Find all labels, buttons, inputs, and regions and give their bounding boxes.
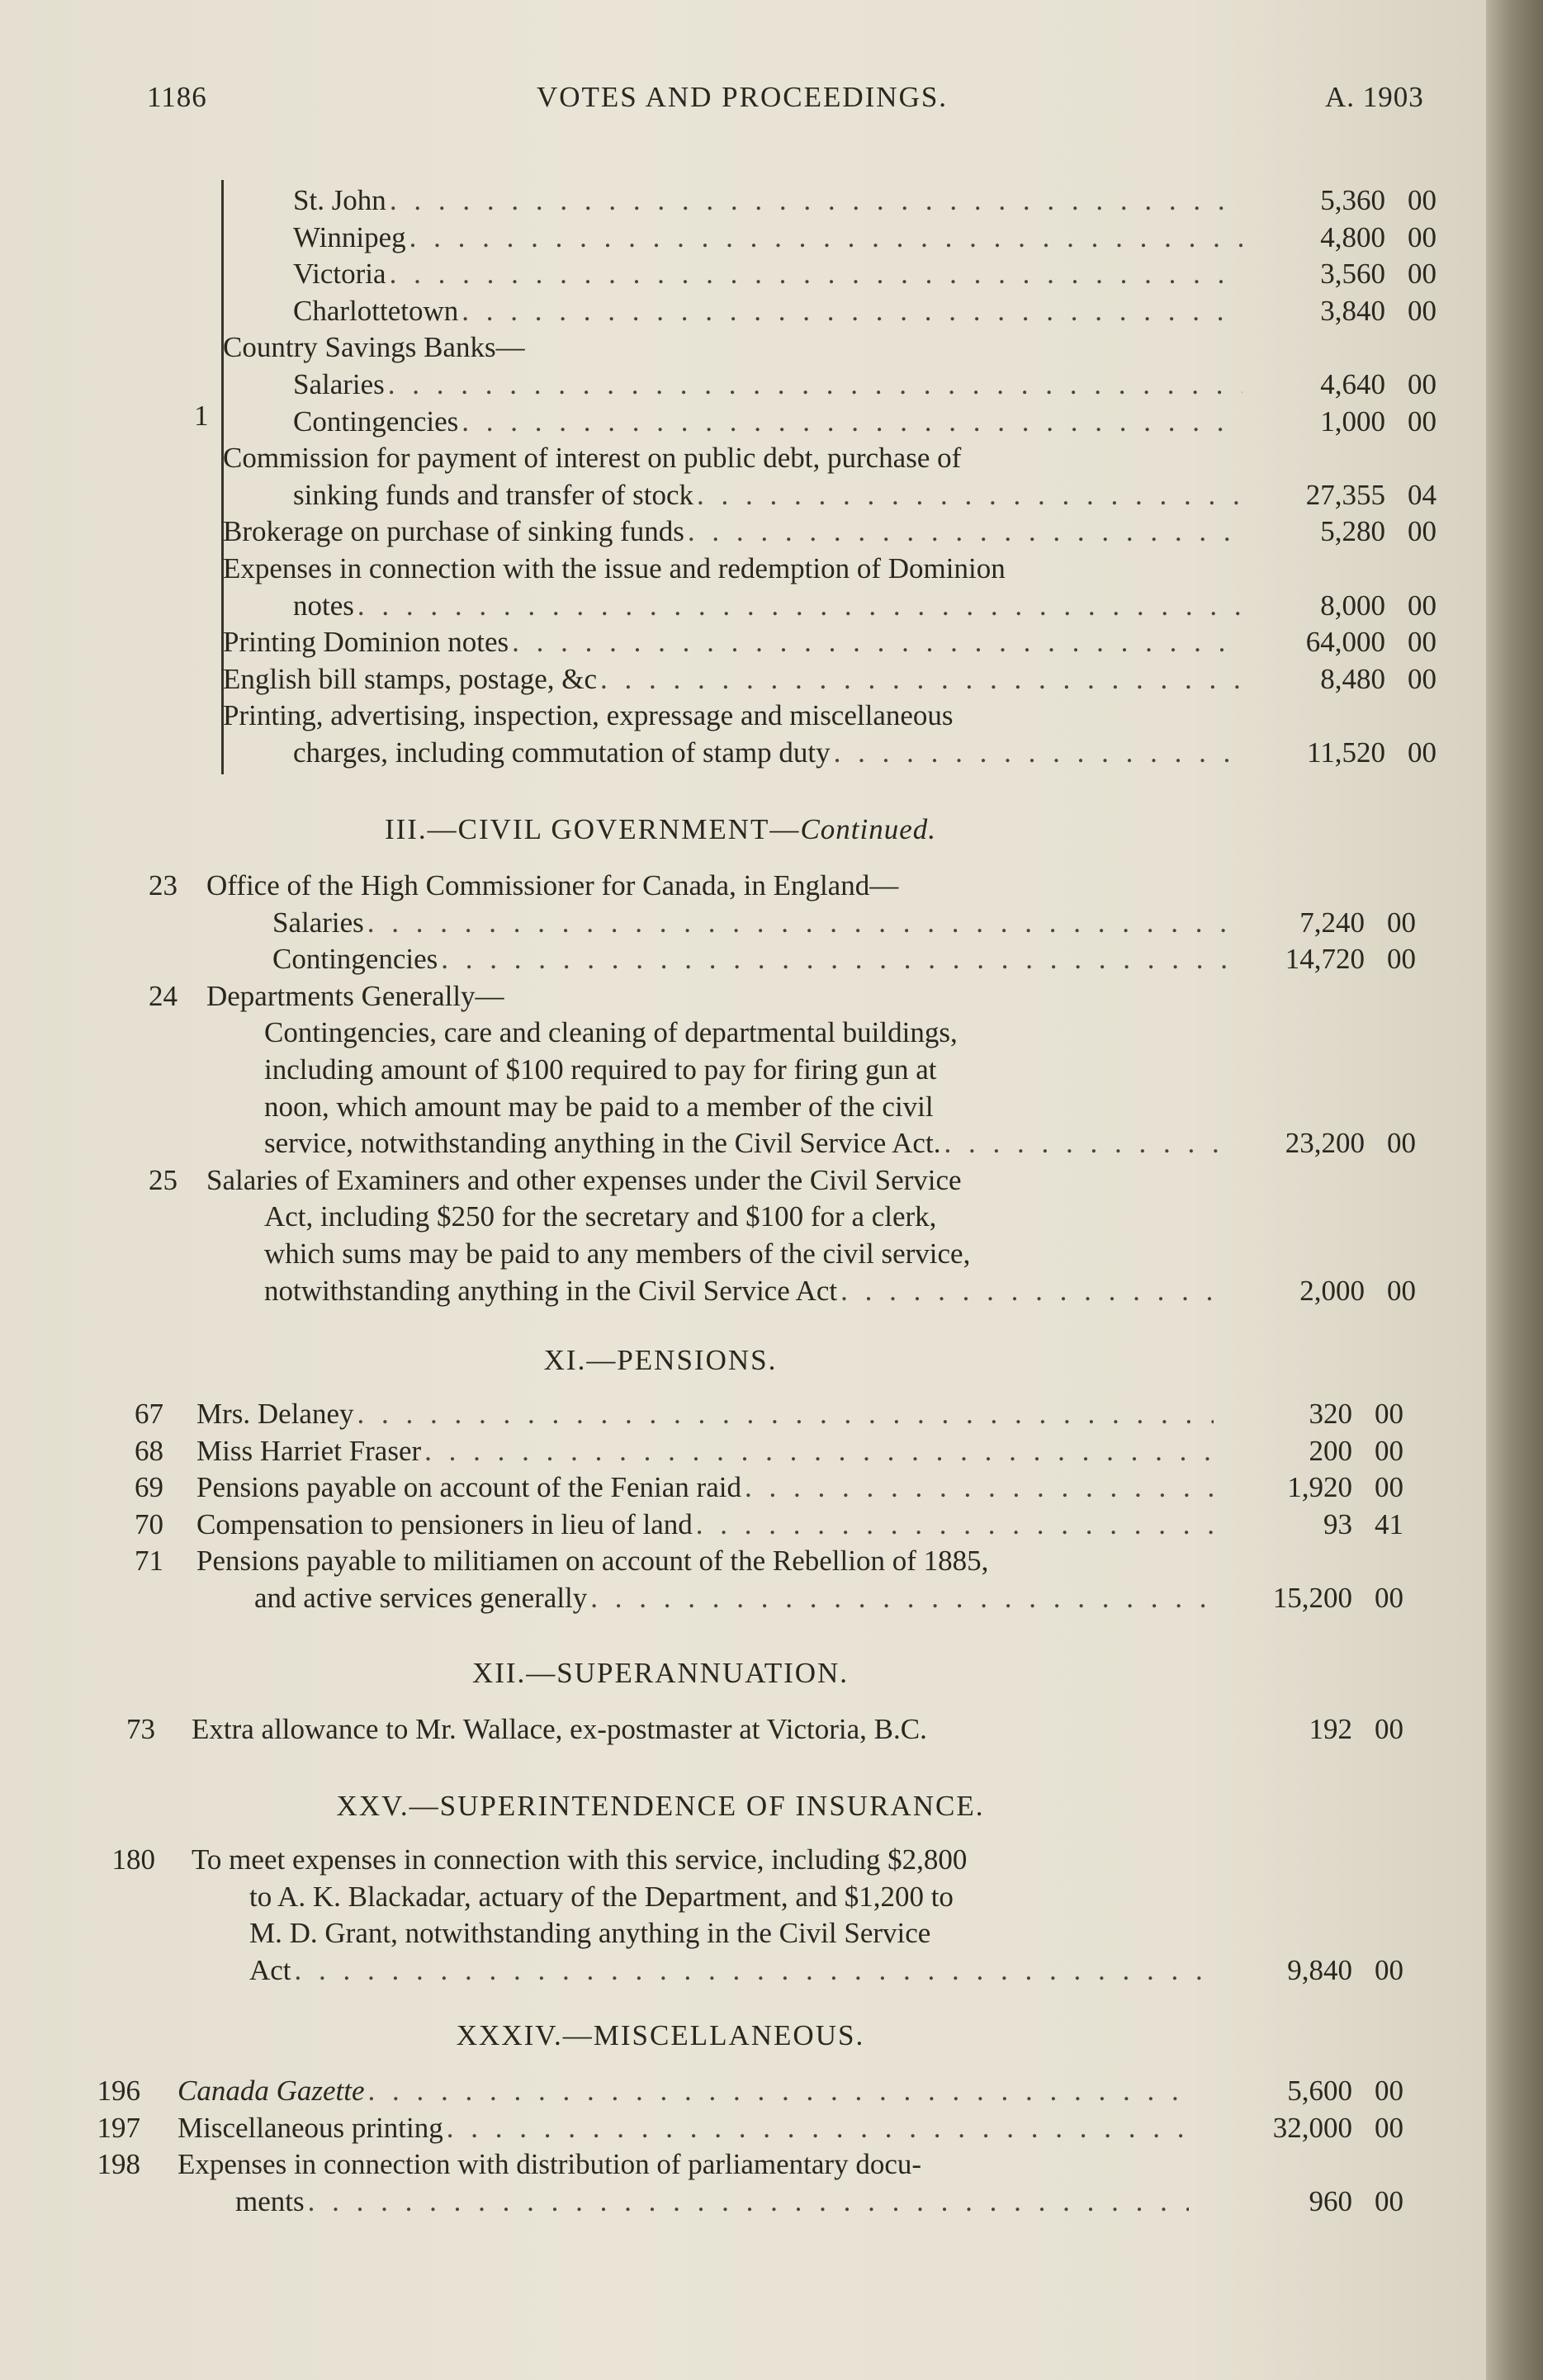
page-title: VOTES AND PROCEEDINGS. bbox=[537, 81, 949, 113]
amount-cents: 00 bbox=[1387, 943, 1416, 976]
item-label: Pensions payable on account of the Fenian raid bbox=[196, 1471, 741, 1504]
item-amount bbox=[1189, 2109, 1403, 2147]
amount-cents: 00 bbox=[1375, 1434, 1403, 1467]
item-amount bbox=[1189, 1432, 1403, 1470]
item-label: Printing, advertising, inspection, expressage and miscellaneous bbox=[223, 699, 954, 732]
item-amount bbox=[1201, 1124, 1416, 1162]
item-label: Contingencies bbox=[272, 943, 438, 976]
amount-cents: 00 bbox=[1387, 1274, 1416, 1307]
amount-cents: 00 bbox=[1408, 515, 1437, 548]
amount-cents: 00 bbox=[1375, 1398, 1403, 1430]
amount-dollars: 200 bbox=[1309, 1434, 1352, 1467]
item-amount bbox=[1189, 1469, 1403, 1507]
leader-dots bbox=[597, 660, 1242, 698]
line-item-row bbox=[0, 2072, 1486, 2110]
amount-cents: 00 bbox=[1408, 368, 1437, 400]
item-label: including amount of $100 required to pay for firing gun at bbox=[264, 1053, 937, 1086]
line-item-row bbox=[0, 1542, 1486, 1580]
line-item-row bbox=[0, 1878, 1486, 1916]
item-number: 197 bbox=[97, 2111, 140, 2144]
line-item-row bbox=[0, 734, 1486, 772]
amount-cents: 00 bbox=[1408, 589, 1437, 622]
line-item-row bbox=[0, 1272, 1486, 1310]
item-label: Contingencies bbox=[293, 405, 459, 438]
line-item-row bbox=[0, 1162, 1486, 1199]
leader-dots bbox=[305, 2183, 1189, 2221]
item-number: 196 bbox=[97, 2075, 140, 2107]
amount-cents: 00 bbox=[1408, 662, 1437, 695]
item-amount bbox=[1222, 476, 1437, 514]
line-item-row bbox=[0, 439, 1486, 477]
item-number: 68 bbox=[135, 1434, 163, 1467]
amount-dollars: 11,520 bbox=[1307, 736, 1385, 769]
line-item-row bbox=[0, 550, 1486, 588]
line-item-row bbox=[0, 1710, 1486, 1748]
item-number: 198 bbox=[97, 2148, 140, 2181]
amount-cents: 00 bbox=[1375, 1713, 1403, 1745]
line-item-row bbox=[0, 255, 1486, 293]
leader-dots bbox=[421, 1432, 1214, 1470]
amount-cents: 00 bbox=[1408, 294, 1437, 327]
line-item-row bbox=[0, 1124, 1486, 1162]
leader-dots bbox=[693, 476, 1242, 514]
line-item-row bbox=[0, 623, 1486, 661]
item-number: 180 bbox=[111, 1843, 155, 1876]
item-amount bbox=[1222, 513, 1437, 551]
amount-dollars: 32,000 bbox=[1272, 2111, 1352, 2144]
leader-dots bbox=[837, 1272, 1230, 1310]
item-label: and active services generally bbox=[254, 1582, 588, 1614]
item-amount bbox=[1222, 403, 1437, 441]
amount-dollars: 27,355 bbox=[1305, 478, 1385, 511]
line-item-row bbox=[0, 1432, 1486, 1470]
item-label: Victoria bbox=[293, 258, 386, 291]
item-amount bbox=[1201, 1272, 1416, 1310]
line-item-row bbox=[0, 2146, 1486, 2184]
item-label: Extra allowance to Mr. Wallace, ex-postmaster at Victoria, B.C. bbox=[192, 1713, 927, 1745]
amount-dollars: 7,240 bbox=[1299, 906, 1365, 939]
line-item-row bbox=[0, 182, 1486, 220]
line-item-row bbox=[0, 1014, 1486, 1052]
amount-cents: 04 bbox=[1408, 478, 1437, 511]
item-label: which sums may be paid to any members of the civil service, bbox=[264, 1237, 971, 1270]
amount-dollars: 5,360 bbox=[1320, 184, 1385, 216]
leader-dots bbox=[509, 623, 1242, 661]
item-amount bbox=[1222, 219, 1437, 257]
item-amount bbox=[1189, 1952, 1403, 1990]
item-label: notwithstanding anything in the Civil Service Act bbox=[264, 1274, 838, 1307]
item-amount bbox=[1222, 587, 1437, 625]
item-amount bbox=[1222, 660, 1437, 698]
line-item-row bbox=[0, 513, 1486, 551]
leader-dots bbox=[438, 940, 1230, 978]
item-label: sinking funds and transfer of stock bbox=[293, 478, 694, 511]
leader-dots bbox=[291, 1952, 1205, 1990]
item-number: 73 bbox=[126, 1713, 155, 1745]
page-number: 1186 bbox=[147, 81, 207, 113]
item-label: Act bbox=[249, 1953, 291, 1986]
line-item-row bbox=[0, 1051, 1486, 1089]
book-spine bbox=[1486, 0, 1543, 2380]
amount-dollars: 4,800 bbox=[1320, 220, 1385, 253]
item-label: Mrs. Delaney bbox=[196, 1398, 354, 1430]
leader-dots bbox=[385, 366, 1242, 404]
item-number: 70 bbox=[135, 1507, 163, 1540]
item-amount bbox=[1201, 904, 1416, 942]
line-item-row bbox=[0, 329, 1486, 367]
amount-cents: 00 bbox=[1375, 1953, 1403, 1986]
item-label: Contingencies, care and cleaning of departmental buildings, bbox=[264, 1016, 958, 1049]
line-item-row bbox=[0, 1952, 1486, 1990]
amount-dollars: 14,720 bbox=[1285, 943, 1365, 976]
item-label: noon, which amount may be paid to a member of the civil bbox=[264, 1090, 934, 1123]
amount-dollars: 23,200 bbox=[1285, 1127, 1365, 1160]
line-item-row bbox=[0, 904, 1486, 942]
item-number: 24 bbox=[149, 979, 177, 1012]
item-label: Country Savings Banks— bbox=[223, 331, 525, 364]
line-item-row bbox=[0, 476, 1486, 514]
amount-dollars: 5,600 bbox=[1287, 2075, 1352, 2107]
line-item-row bbox=[0, 697, 1486, 735]
line-item-row bbox=[0, 1198, 1486, 1236]
item-label: Pensions payable to militiamen on account of the Rebellion of 1885, bbox=[196, 1545, 989, 1578]
amount-dollars: 2,000 bbox=[1299, 1274, 1365, 1307]
line-item-row bbox=[0, 660, 1486, 698]
leader-dots bbox=[831, 734, 1242, 772]
section-heading-pensions: XI.—PENSIONS. bbox=[543, 1344, 778, 1376]
item-label: Salaries of Examiners and other expenses under the Civil Service bbox=[206, 1163, 962, 1196]
amount-cents: 00 bbox=[1408, 736, 1437, 769]
item-label: to A. K. Blackadar, actuary of the Department, and $1,200 to bbox=[249, 1880, 954, 1913]
item-number: 69 bbox=[135, 1471, 163, 1504]
amount-cents: 00 bbox=[1375, 1582, 1403, 1614]
item-label: Office of the High Commissioner for Canada, in England— bbox=[206, 869, 899, 901]
leader-dots bbox=[386, 182, 1242, 220]
item-label: Canada Gazette bbox=[177, 2075, 365, 2107]
amount-dollars: 9,840 bbox=[1287, 1953, 1352, 1986]
leader-dots bbox=[365, 2072, 1189, 2110]
amount-cents: 00 bbox=[1375, 1471, 1403, 1504]
amount-cents: 00 bbox=[1387, 1127, 1416, 1160]
item-label: Salaries bbox=[272, 906, 364, 939]
line-item-row bbox=[0, 1469, 1486, 1507]
amount-cents: 00 bbox=[1375, 2075, 1403, 2107]
line-item-row bbox=[0, 292, 1486, 330]
item-amount bbox=[1222, 623, 1437, 661]
item-label: M. D. Grant, notwithstanding anything in the Civil Service bbox=[249, 1917, 931, 1950]
line-item-row bbox=[0, 1841, 1486, 1879]
item-label: notes bbox=[293, 589, 354, 622]
item-label: St. John bbox=[293, 184, 386, 216]
item-amount bbox=[1222, 255, 1437, 293]
leader-dots bbox=[364, 904, 1230, 942]
item-label: Commission for payment of interest on public debt, purchase of bbox=[223, 442, 962, 475]
item-label: service, notwithstanding anything in the Civil Service Act. bbox=[264, 1127, 941, 1160]
line-item-row bbox=[0, 1579, 1486, 1617]
leader-dots bbox=[406, 219, 1242, 257]
item-number: 23 bbox=[149, 869, 177, 901]
amount-dollars: 15,200 bbox=[1272, 1582, 1352, 1614]
line-item-row bbox=[0, 587, 1486, 625]
amount-dollars: 192 bbox=[1309, 1713, 1352, 1745]
amount-cents: 00 bbox=[1408, 184, 1437, 216]
section-heading-miscellaneous: XXXIV.—MISCELLANEOUS. bbox=[456, 2019, 865, 2051]
amount-dollars: 3,560 bbox=[1320, 258, 1385, 291]
line-item-row bbox=[0, 2183, 1486, 2221]
item-label: Charlottetown bbox=[293, 294, 459, 327]
section-heading-civil-government: III.—CIVIL GOVERNMENT—Continued. bbox=[384, 813, 937, 845]
line-item-row bbox=[0, 219, 1486, 257]
item-amount bbox=[1189, 1506, 1403, 1544]
item-number: 67 bbox=[135, 1398, 163, 1430]
item-label: charges, including commutation of stamp duty bbox=[293, 736, 831, 769]
amount-cents: 00 bbox=[1408, 405, 1437, 438]
line-item-row bbox=[0, 366, 1486, 404]
item-number: 71 bbox=[135, 1545, 163, 1578]
item-amount bbox=[1189, 1395, 1403, 1433]
section-heading-insurance: XXV.—SUPERINTENDENCE OF INSURANCE. bbox=[336, 1790, 985, 1822]
line-item-row bbox=[0, 1088, 1486, 1126]
amount-dollars: 5,280 bbox=[1320, 515, 1385, 548]
item-amount bbox=[1189, 1579, 1403, 1617]
line-item-row bbox=[0, 1395, 1486, 1433]
item-amount bbox=[1189, 2072, 1403, 2110]
item-amount bbox=[1222, 182, 1437, 220]
amount-dollars: 3,840 bbox=[1320, 294, 1385, 327]
item-label: Printing Dominion notes bbox=[223, 626, 509, 659]
item-label: Expenses in connection with distribution of parliamentary docu- bbox=[177, 2148, 922, 2181]
item-label: Winnipeg bbox=[293, 220, 406, 253]
item-amount bbox=[1222, 734, 1437, 772]
amount-cents: 00 bbox=[1375, 2111, 1403, 2144]
line-item-row bbox=[0, 1914, 1486, 1952]
amount-cents: 00 bbox=[1408, 258, 1437, 291]
leader-dots bbox=[940, 1124, 1230, 1162]
line-item-row bbox=[0, 977, 1486, 1015]
line-item-row bbox=[0, 1506, 1486, 1544]
amount-dollars: 1,000 bbox=[1320, 405, 1385, 438]
leader-dots bbox=[354, 1395, 1214, 1433]
item-amount bbox=[1189, 1710, 1403, 1748]
amount-dollars: 960 bbox=[1309, 2184, 1352, 2217]
item-label: English bill stamps, postage, &c bbox=[223, 662, 598, 695]
amount-dollars: 93 bbox=[1323, 1507, 1352, 1540]
leader-dots bbox=[386, 255, 1242, 293]
amount-dollars: 8,000 bbox=[1320, 589, 1385, 622]
line-item-row bbox=[0, 403, 1486, 441]
line-item-row bbox=[0, 867, 1486, 905]
amount-cents: 00 bbox=[1387, 906, 1416, 939]
page-year: A. 1903 bbox=[1325, 81, 1424, 113]
item-label: To meet expenses in connection with this service, including $2,800 bbox=[192, 1843, 968, 1876]
line-item-row bbox=[0, 940, 1486, 978]
amount-cents: 41 bbox=[1375, 1507, 1403, 1540]
amount-dollars: 1,920 bbox=[1287, 1471, 1352, 1504]
item-label: Miss Harriet Fraser bbox=[196, 1434, 422, 1467]
leader-dots bbox=[741, 1469, 1214, 1507]
item-label: Compensation to pensioners in lieu of land bbox=[196, 1507, 693, 1540]
item-label: Departments Generally— bbox=[206, 979, 504, 1012]
item-amount bbox=[1222, 366, 1437, 404]
item-label: Act, including $250 for the secretary and $100 for a clerk, bbox=[264, 1200, 937, 1233]
line-item-row bbox=[0, 1235, 1486, 1273]
item-amount bbox=[1222, 292, 1437, 330]
amount-cents: 00 bbox=[1408, 626, 1437, 659]
item-label: Brokerage on purchase of sinking funds bbox=[223, 515, 684, 548]
item-number: 25 bbox=[149, 1163, 177, 1196]
leader-dots bbox=[443, 2109, 1189, 2147]
amount-cents: 00 bbox=[1375, 2184, 1403, 2217]
item-amount bbox=[1201, 940, 1416, 978]
item-label: Expenses in connection with the issue and redemption of Dominion bbox=[223, 552, 1006, 584]
leader-dots bbox=[458, 292, 1242, 330]
amount-cents: 00 bbox=[1408, 220, 1437, 253]
item-label: ments bbox=[235, 2184, 305, 2217]
line-item-row bbox=[0, 2109, 1486, 2147]
leader-dots bbox=[587, 1579, 1214, 1617]
leader-dots bbox=[458, 403, 1242, 441]
leader-dots bbox=[693, 1506, 1214, 1544]
amount-dollars: 64,000 bbox=[1305, 626, 1385, 659]
leader-dots bbox=[684, 513, 1242, 551]
amount-dollars: 4,640 bbox=[1320, 368, 1385, 400]
item-label: Salaries bbox=[293, 368, 385, 400]
leader-dots bbox=[354, 587, 1242, 625]
amount-dollars: 8,480 bbox=[1320, 662, 1385, 695]
item-label: Miscellaneous printing bbox=[177, 2111, 443, 2144]
item-amount bbox=[1189, 2183, 1403, 2221]
brace-number: 1 bbox=[194, 400, 209, 432]
section-heading-superannuation: XII.—SUPERANNUATION. bbox=[471, 1657, 850, 1689]
amount-dollars: 320 bbox=[1309, 1398, 1352, 1430]
